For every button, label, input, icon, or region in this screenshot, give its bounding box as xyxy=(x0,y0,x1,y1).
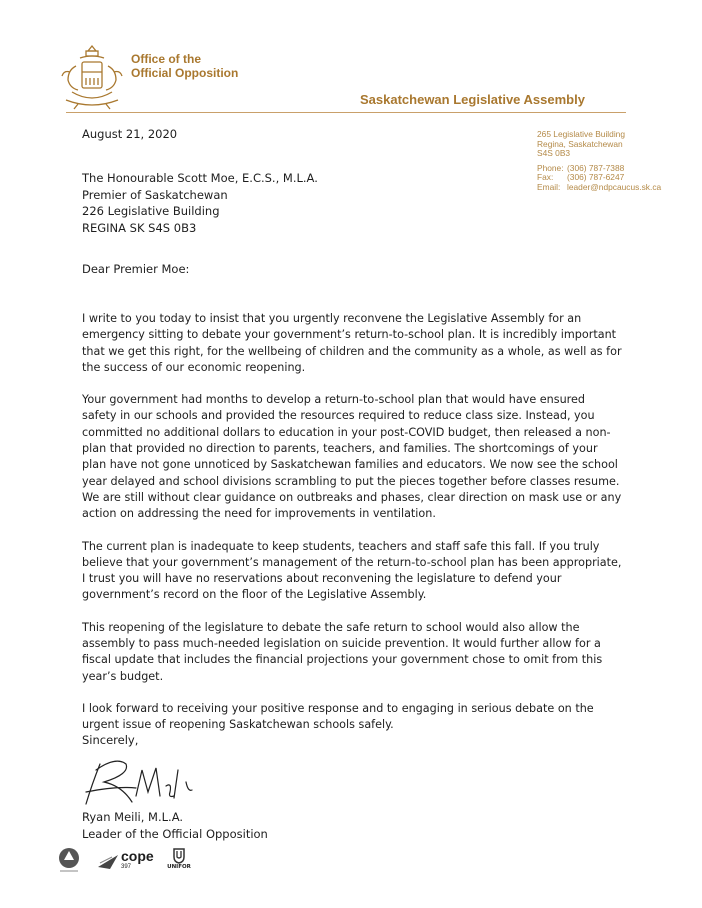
office-title xyxy=(131,52,238,80)
cope-number: 397 xyxy=(121,864,132,870)
cope-text: cope xyxy=(121,848,154,864)
paragraph: Your government had months to develop a return-to-school plan that would have ensured safety in our schools and provided the resources required to reduce class size. Instead, you committed no additional dollars to education in your post-COVID budget, then released a non-plan that provided no direction to parents, teachers, and families. The shortcomings of your plan have not gone unnoticed by Saskatchewan families and educators. We now see the school year delayed and school divisions scrambling to put the pieces together before classes resume. We are still without clear guidance on outbreaks and phases, clear direction on mask use or any action on addressing the need for improvements in ventilation. xyxy=(82,393,622,521)
signer-block xyxy=(82,809,268,842)
letter-date: August 21, 2020 xyxy=(82,127,178,141)
phone-value: (306) 787-7388 xyxy=(567,162,625,173)
recycled-paper-logo xyxy=(56,846,82,874)
office-line-1: Office of the xyxy=(131,52,202,66)
assembly-title: Saskatchewan Legislative Assembly xyxy=(360,92,585,107)
recipient-line: Premier of Saskatchewan xyxy=(82,187,228,202)
recipient-line: The Honourable Scott Moe, E.C.S., M.L.A. xyxy=(82,171,318,185)
paragraph: The current plan is inadequate to keep students, teachers and staff safe this fall. If you truly believe that your government’s management of the return-to-school plan has been appropriate, I trust you will have no reservations about reconvening the legislature to defend your government’s record on the floor of the Legislative Assembly. xyxy=(82,539,622,602)
paragraph: I look forward to receiving your positive response and to engaging in serious debate on the urgent issue of reopening Saskatchewan schools safely. xyxy=(82,701,594,732)
email-label: Email: xyxy=(537,181,561,192)
salutation: Dear Premier Moe: xyxy=(82,262,190,276)
address-line-3: S4S 0B3 xyxy=(537,148,571,159)
fax-value: (306) 787-6247 xyxy=(567,172,625,183)
cope-union-logo xyxy=(98,850,154,874)
office-address xyxy=(537,130,661,193)
recipient-line: REGINA SK S4S 0B3 xyxy=(82,220,197,235)
address-line-2: Regina, Saskatchewan xyxy=(537,138,623,149)
closing: Sincerely, xyxy=(82,733,139,747)
recipient-block xyxy=(82,170,318,236)
office-line-2: Official Opposition xyxy=(131,66,239,80)
header-rule xyxy=(66,112,626,113)
signer-name: Ryan Meili, M.L.A. xyxy=(82,810,184,824)
paragraph: This reopening of the legislature to debate the safe return to school would also allow the assembly to pass much-needed legislation on suicide prevention. It would further allow for a fiscal update that includes the financial projections your government chose to omit from this year’s budget. xyxy=(82,620,603,683)
cope-wing-icon xyxy=(98,853,118,871)
unifor-shield-icon xyxy=(172,848,186,864)
phone-label: Phone: xyxy=(537,162,564,173)
address-line-1: 265 Legislative Building xyxy=(537,129,625,139)
recipient-line: 226 Legislative Building xyxy=(82,204,220,218)
email-row xyxy=(537,183,661,193)
fax-label: Fax: xyxy=(537,172,554,183)
email-value: leader@ndpcaucus.sk.ca xyxy=(567,181,662,192)
unifor-logo xyxy=(168,848,190,874)
unifor-text: UNIFOR xyxy=(167,864,191,870)
signer-title: Leader of the Official Opposition xyxy=(82,826,268,841)
letter-body xyxy=(82,311,622,750)
paragraph: I write to you today to insist that you urgently reconvene the Legislative Assembly for an emergency sitting to debate your government’s return-to-school plan. It is incredibly important that we get this right, for the wellbeing of children and the community as a whole, as well as for the success of our economic reopening. xyxy=(82,312,622,374)
coat-of-arms-logo xyxy=(58,42,126,112)
handwritten-signature xyxy=(78,756,208,812)
